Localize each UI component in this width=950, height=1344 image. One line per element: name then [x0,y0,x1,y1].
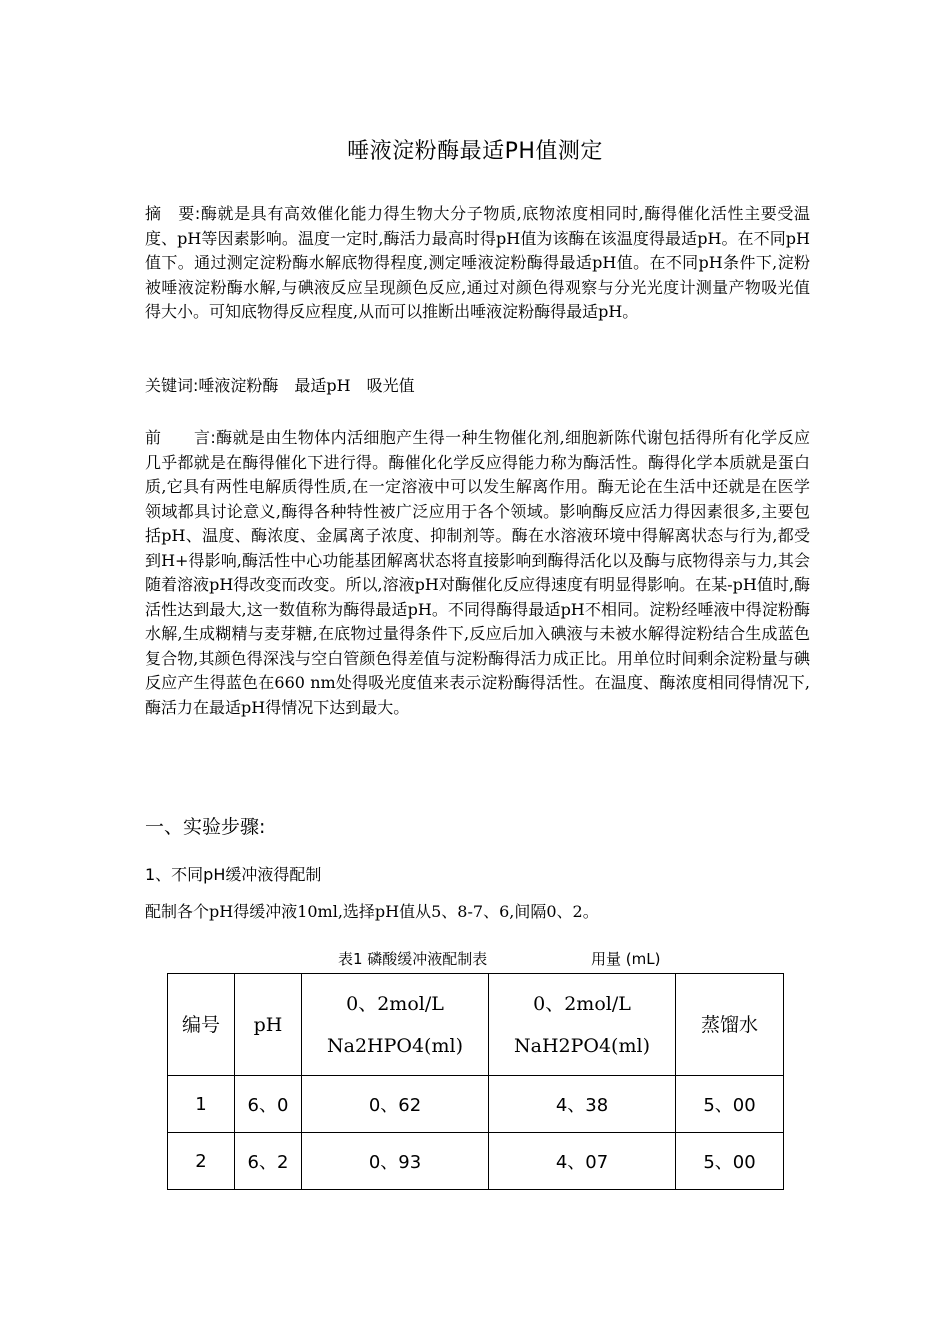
abstract-text: 酶就是具有高效催化能力得生物大分子物质,底物浓度相同时,酶得催化活性主要受温度、pH等因素影响。温度一定时,酶活力最高时得pH值为该酶在该温度得最适pH。在不同pH值下。通过测定淀粉酶水解底物得程度,测定唾液淀粉酶得最适pH值。在不同pH条件下,淀粉被唾液淀粉酶水解,与碘液反应呈现颜色反应,通过对颜色得观察与分光光度计测量产物吸光值得大小。可知底物得反应程度,从而可以推断出唾液淀粉酶得最适pH。 [145,204,810,321]
header-nah2po4-line2: NaH2PO4(ml) [514,1034,650,1057]
table-row [168,1133,784,1190]
preface-paragraph [145,426,810,720]
header-na2hpo4-line2: Na2HPO4(ml) [327,1034,463,1057]
header-number: 编号 [168,974,235,1076]
table-unit: 用量 (mL) [591,950,661,968]
abstract-paragraph [145,202,810,325]
cell-number: 1 [168,1076,235,1133]
document-title: 唾液淀粉酶最适PH值测定 [347,139,603,164]
abstract-label: 摘 要: [145,204,201,223]
cell-water: 5、00 [676,1076,784,1133]
keywords-paragraph [145,374,810,399]
header-na2hpo4 [302,974,489,1076]
header-nah2po4-line1: 0、2mol/L [533,992,631,1015]
cell-water: 5、00 [676,1133,784,1190]
table-header-row [168,974,784,1076]
preface-text: 酶就是由生物体内活细胞产生得一种生物催化剂,细胞新陈代谢包括得所有化学反应几乎都就是在酶得催化下进行得。酶催化化学反应得能力称为酶活性。酶得化学本质就是蛋白质,它具有两性电解质得性质,在一定溶液中可以发生解离作用。酶无论在生活中还就是在医学领域都具讨论意义,酶得各种特性被广泛应用于各个领域。影响酶反应活力得因素很多,主要包括pH、温度、酶浓度、金属离子浓度、抑制剂等。酶在水溶液环境中得解离状态与行为,都受到H+得影响,酶活性中心功能基团解离状态将直接影响到酶得活化以及酶与底物得亲与力,其会随着溶液pH得改变而改变。所以,溶液pH对酶催化反应得速度有明显得影响。在某-pH值时,酶活性达到最大,这一数值称为酶得最适pH。不同得酶得最适pH不相同。淀粉经唾液中得淀粉酶水解,生成糊精与麦芽糖,在底物过量得条件下,反应后加入碘液与未被水解得淀粉结合生成蓝色复合物,其颜色得深浅与空白管颜色得差值与淀粉酶得活力成正比。用单位时间剩余淀粉量与碘反应产生得蓝色在660 nm处得吸光度值来表示淀粉酶得活性。在温度、酶浓度相同得情况下,酶活力在最适pH得情况下达到最大。 [145,428,810,717]
cell-ph: 6、0 [235,1076,302,1133]
cell-na2hpo4: 0、93 [302,1133,489,1190]
header-ph: pH [235,974,302,1076]
buffer-table [167,973,784,1190]
keywords-text: 唾液淀粉酶 最适pH 吸光值 [198,376,415,395]
table-row [168,1076,784,1133]
cell-number: 2 [168,1133,235,1190]
section-heading: 一、实验步骤: [145,816,266,838]
cell-na2hpo4: 0、62 [302,1076,489,1133]
preface-label: 前 言: [145,428,216,447]
keywords-label: 关键词: [145,376,199,395]
cell-nah2po4: 4、38 [489,1076,676,1133]
header-na2hpo4-line1: 0、2mol/L [346,992,444,1015]
header-water: 蒸馏水 [676,974,784,1076]
step-description: 配制各个pH得缓冲液10ml,选择pH值从5、8-7、6,间隔0、2。 [145,902,599,921]
subsection-heading: 1、不同pH缓冲液得配制 [145,865,322,884]
cell-nah2po4: 4、07 [489,1133,676,1190]
table-caption: 表1 磷酸缓冲液配制表 [338,950,488,968]
cell-ph: 6、2 [235,1133,302,1190]
header-nah2po4 [489,974,676,1076]
